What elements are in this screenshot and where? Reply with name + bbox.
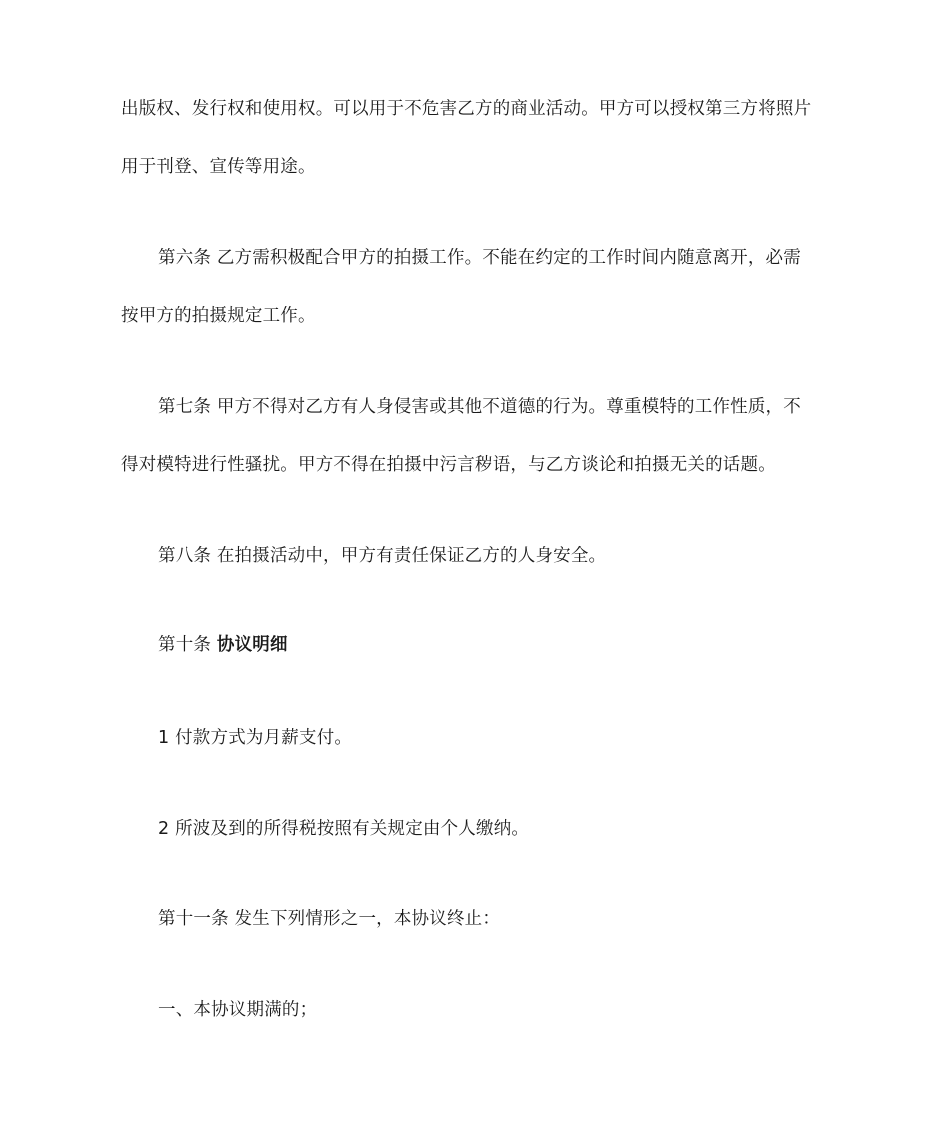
article-6-line-2: 按甲方的拍摄规定工作。 (121, 306, 316, 326)
article-10-heading: 协议明细 (216, 635, 288, 655)
detail-item-1: 1 付款方式为月薪支付。 (158, 728, 353, 748)
article-10 (158, 634, 288, 656)
article-11: 第十一条 发生下列情形之一，本协议终止： (158, 909, 501, 929)
paragraph-5-line-1: 出版权、发行权和使用权。可以用于不危害乙方的商业活动。甲方可以授权第三方将照片 (121, 99, 812, 119)
paragraph-5-line-2: 用于刊登、宣传等用途。 (121, 157, 316, 177)
article-10-prefix: 第十条 (158, 635, 217, 655)
article-8: 第八条 在拍摄活动中，甲方有责任保证乙方的人身安全。 (158, 546, 607, 566)
article-7-line-2: 得对模特进行性骚扰。甲方不得在拍摄中污言秽语，与乙方谈论和拍摄无关的话题。 (121, 455, 776, 475)
article-7-line-1: 第七条 甲方不得对乙方有人身侵害或其他不道德的行为。尊重模特的工作性质，不 (158, 397, 801, 417)
detail-item-2: 2 所波及到的所得税按照有关规定由个人缴纳。 (158, 819, 530, 839)
termination-clause-1: 一、本协议期满的； (158, 1000, 318, 1020)
article-6-line-1: 第六条 乙方需积极配合甲方的拍摄工作。不能在约定的工作时间内随意离开，必需 (158, 248, 801, 268)
